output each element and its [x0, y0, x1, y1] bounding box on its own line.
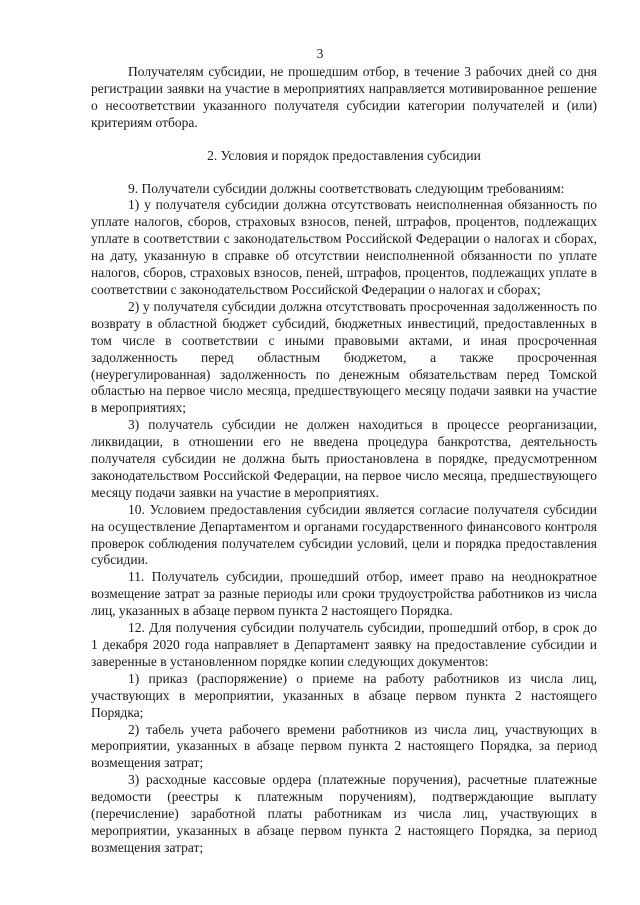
paragraph-12-item-2: 2) табель учета рабочего времени работников из числа лиц, участвующих в мероприятии, указанных в абзаце первом пункта 2 настоящего Порядка, за период возмещения затрат;: [91, 721, 597, 771]
paragraph-12: 12. Для получения субсидии получатель субсидии, прошедший отбор, в срок до 1 декабря 2020 года направляет в Департамент заявку на предоставление субсидии и заверенные в установленном порядке копии следующих документов:: [91, 620, 597, 669]
paragraph-10: 10. Условием предоставления субсидии является согласие получателя субсидии на осуществление Департаментом и органами государственного финансового контроля проверок соблюдения получателем субсидии условий, цели и порядка предоставления субсидии.: [91, 501, 597, 568]
paragraph-12-item-1: 1) приказ (распоряжение) о приеме на работу работников из числа лиц, участвующих в мероприятии, указанных в абзаце первом пункта 2 настоящего Порядка;: [91, 670, 597, 720]
paragraph-9-item-3: 3) получатель субсидии не должен находиться в процессе реорганизации, ликвидации, в отношении его не введена процедура банкротства, деятельность получателя субсидии не должна быть приостановлена в порядке, предусмотренном законодательством Российской Федерации, на первое число месяца, предшествующего месяцу подачи заявки на участие в мероприятиях.: [91, 417, 597, 500]
document-body: [91, 64, 597, 857]
paragraph-9: 9. Получатели субсидии должны соответствовать следующим требованиям:: [128, 180, 565, 196]
page-number: 3: [316, 46, 324, 61]
paragraph-12-item-3: 3) расходные кассовые ордера (платежные поручения), расчетные платежные ведомости (реестры к платежным поручениям), подтверждающие выплату (перечисление) заработной платы работникам из числа лиц, участвующих в мероприятии, указанных в абзаце первом пункта 2 настоящего Порядка, за период возмещения затрат;: [91, 772, 597, 855]
paragraph-11: 11. Получатель субсидии, прошедший отбор, имеет право на неоднократное возмещение затрат за разные периоды или сроки трудоустройства работников из числа лиц, указанных в абзаце первом пункта 2 настоящего Порядка.: [91, 569, 597, 619]
section-heading: 2. Условия и порядок предоставления субсидии: [207, 147, 481, 163]
paragraph-intro: Получателям субсидии, не прошедшим отбор, в течение 3 рабочих дней со дня регистрации заявки на участие в мероприятиях направляется мотивированное решение о несоответствии указанного получателя субсидии категории получателей и (или) критериям отбора.: [91, 64, 597, 130]
paragraph-9-item-1: 1) у получателя субсидии должна отсутствовать неисполненная обязанность по уплате налогов, сборов, страховых взносов, пеней, штрафов, процентов, подлежащих уплате в соответствии с законодательством Российской Федерации о налогах и сборах, на дату, указанную в справке об отсутствии неисполненной обязанности по уплате налогов, сборов, страховых взносов, пеней, штрафов, процентов, подлежащих уплате в соответствии с законодательством Российской Федерации о налогах и сборах;: [91, 197, 597, 297]
paragraph-9-item-2: 2) у получателя субсидии должна отсутствовать просроченная задолженность по возврату в областной бюджет субсидий, бюджетных инвестиций, предоставленных в том числе в соответствии с иными правовыми актами, и иная просроченная задолженность перед областным бюджетом, а также просроченная (неурегулированная) задолженность по денежным обязательствам перед Томской областью на первое число месяца, предшествующего месяцу подачи заявки на участие в мероприятиях;: [91, 298, 597, 416]
